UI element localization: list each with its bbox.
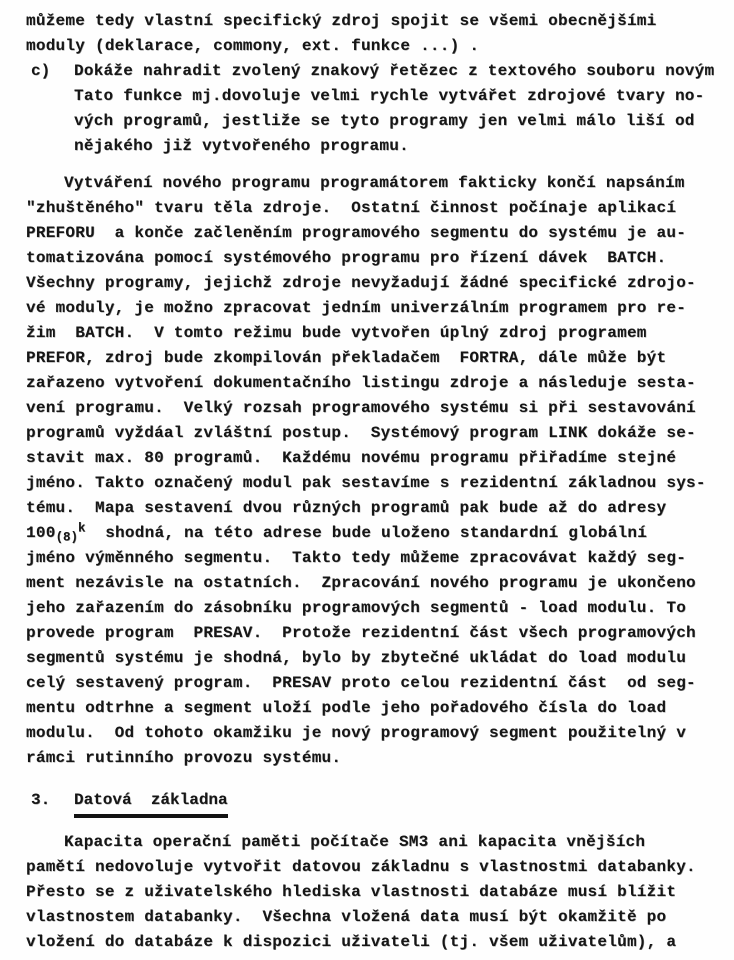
text-line: programů vyždáal zvláštní postup. Systémový program LINK dokáže se- [26, 424, 696, 442]
text-line: "zhuštěného" tvaru těla zdroje. Ostatní činnost počínaje aplikací [26, 199, 677, 217]
text-line: Tato funkce mj.dovoluje velmi rychle vytvářet zdrojové tvary no- [74, 87, 705, 105]
text-line: PREFORU a konče začleněním programového segmentu do systému je au- [26, 224, 687, 242]
text-line: vení programu. Velký rozsah programového systému si při sestavování [26, 399, 696, 417]
text-line: nějakého již vytvořeného programu. [74, 137, 409, 155]
list-item-text [74, 59, 715, 159]
text-line: jméno. Takto označený modul pak sestavíme s rezidentní základnou sys- [26, 474, 706, 492]
text-line: ment nezávisle na ostatních. Zpracování nového programu je ukončeno [26, 574, 696, 592]
text-line: pamětí nedovoluje vytvořit datovou základnu s vlastnostmi databanky. [26, 858, 696, 876]
text-line: rámci rutinního provozu systému. [26, 749, 342, 767]
text-line: tomatizována pomocí systémového programu pro řízení dávek BATCH. [26, 249, 667, 267]
text-line: celý sestavený program. PRESAV proto celou rezidentní část od seg- [26, 674, 696, 692]
text-line: tému. Mapa sestavení dvou různých programů pak bude až do adresy [26, 499, 667, 517]
list-item-c [26, 59, 715, 159]
text-line: Dokáže nahradit zvolený znakový řetězec z textového souboru novým [74, 62, 715, 80]
text-line: Všechny programy, jejichž zdroje nevyžadují žádné specifické zdrojo- [26, 274, 696, 292]
paragraph-program-build [26, 171, 712, 771]
text-line: Vytváření nového programu programátorem fakticky končí napsáním [64, 174, 685, 192]
text-line: vložení do databáze k dispozici uživateli (tj. všem uživatelům), a [26, 933, 677, 951]
text-line [26, 521, 712, 546]
text-line: mentu odtrhne a segment uloží podle jeho pořadového čísla do load [26, 699, 667, 717]
text-line: stavit max. 80 programů. Každému novému programu přiřadíme stejné [26, 449, 677, 467]
text-line: Přesto se z uživatelského hlediska vlastnosti databáze musí blížit [26, 883, 677, 901]
section-title: Datová základna [74, 788, 228, 818]
section-number: 3. [31, 791, 51, 809]
text-line: vlastnostem databanky. Všechna vložená data musí být okamžitě po [26, 908, 667, 926]
text-line: žim BATCH. V tomto režimu bude vytvořen úplný zdroj programem [26, 324, 647, 342]
text-line: vé moduly, je možno zpracovat jedním univerzálním programem pro re- [26, 299, 687, 317]
text-line: provede program PRESAV. Protože rezidentní část všech programových [26, 624, 696, 642]
text-line: jeho zařazením do zásobníku programových segmentů - load modulu. To [26, 599, 687, 617]
text-line: jméno výměnného segmentu. Takto tedy můžeme zpracovávat každý seg- [26, 549, 687, 567]
text-line: vých programů, jestliže se tyto programy jen velmi málo liší od [74, 112, 695, 130]
text-line: PREFOR, zdroj bude zkompilován překladačem FORTRA, dále může být [26, 349, 667, 367]
text-line: segmentů systému je shodná, bylo by zbytečné ukládat do load modulu [26, 649, 687, 667]
section-heading-3 [26, 788, 712, 818]
text-line: můžeme tedy vlastní specifický zdroj spojit se všemi obecnějšími [26, 12, 657, 30]
text-line: zařazeno vytvoření dokumentačního listingu zdroje a následuje sesta- [26, 374, 696, 392]
text-segment: k [78, 521, 86, 536]
list-item-marker: c) [31, 62, 51, 80]
text-segment: (8) [55, 530, 79, 545]
text-line: modulu. Od tohoto okamžiku je nový programový segment použitelný v [26, 724, 687, 742]
text-line: moduly (deklarace, commony, ext. funkce ...) . [26, 37, 480, 55]
intro-paragraph [26, 9, 712, 59]
text-segment: shodná, na této adrese bude uloženo standardní globální [85, 524, 648, 542]
paragraph-data-base [26, 830, 712, 955]
text-line: Kapacita operační paměti počítače SM3 ani kapacita vnějších [64, 833, 646, 851]
text-segment: 100 [26, 524, 56, 542]
